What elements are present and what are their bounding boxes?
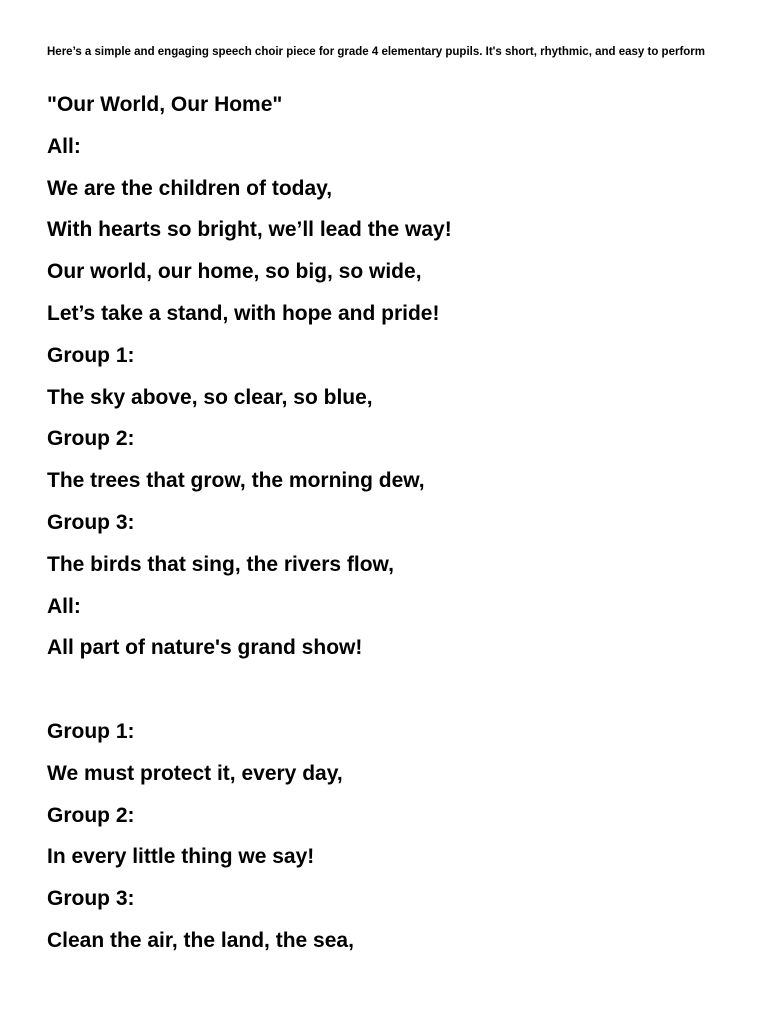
poem-line: The trees that grow, the morning dew, bbox=[47, 469, 425, 493]
speaker-label: All: bbox=[47, 134, 81, 158]
speaker-label: Group 1: bbox=[47, 343, 135, 367]
poem-line: All part of nature's grand show! bbox=[47, 636, 363, 660]
poem-line: With hearts so bright, we’ll lead the way! bbox=[47, 218, 452, 242]
poem-line: We must protect it, every day, bbox=[47, 761, 343, 785]
intro-text: Here’s a simple and engaging speech choir piece for grade 4 elementary pupils. It's short, rhythmic, and easy to perform bbox=[47, 46, 705, 58]
poem-line: Clean the air, the land, the sea, bbox=[47, 928, 354, 952]
speaker-label: All: bbox=[47, 594, 81, 618]
speaker-label: Group 3: bbox=[47, 887, 135, 911]
speaker-label: Group 1: bbox=[47, 719, 135, 743]
speaker-label: Group 3: bbox=[47, 510, 135, 534]
poem-lines bbox=[47, 88, 747, 966]
poem-line: In every little thing we say! bbox=[47, 845, 315, 869]
speaker-label: Group 2: bbox=[47, 427, 135, 451]
speaker-label: Group 2: bbox=[47, 803, 135, 827]
poem-line: We are the children of today, bbox=[47, 176, 333, 200]
poem-line: Let’s take a stand, with hope and pride! bbox=[47, 301, 440, 325]
poem-line: The birds that sing, the rivers flow, bbox=[47, 552, 394, 576]
poem-line: Our world, our home, so big, so wide, bbox=[47, 260, 422, 284]
poem-title: "Our World, Our Home" bbox=[47, 93, 283, 116]
poem-line: The sky above, so clear, so blue, bbox=[47, 385, 373, 409]
blank-line bbox=[47, 673, 747, 715]
